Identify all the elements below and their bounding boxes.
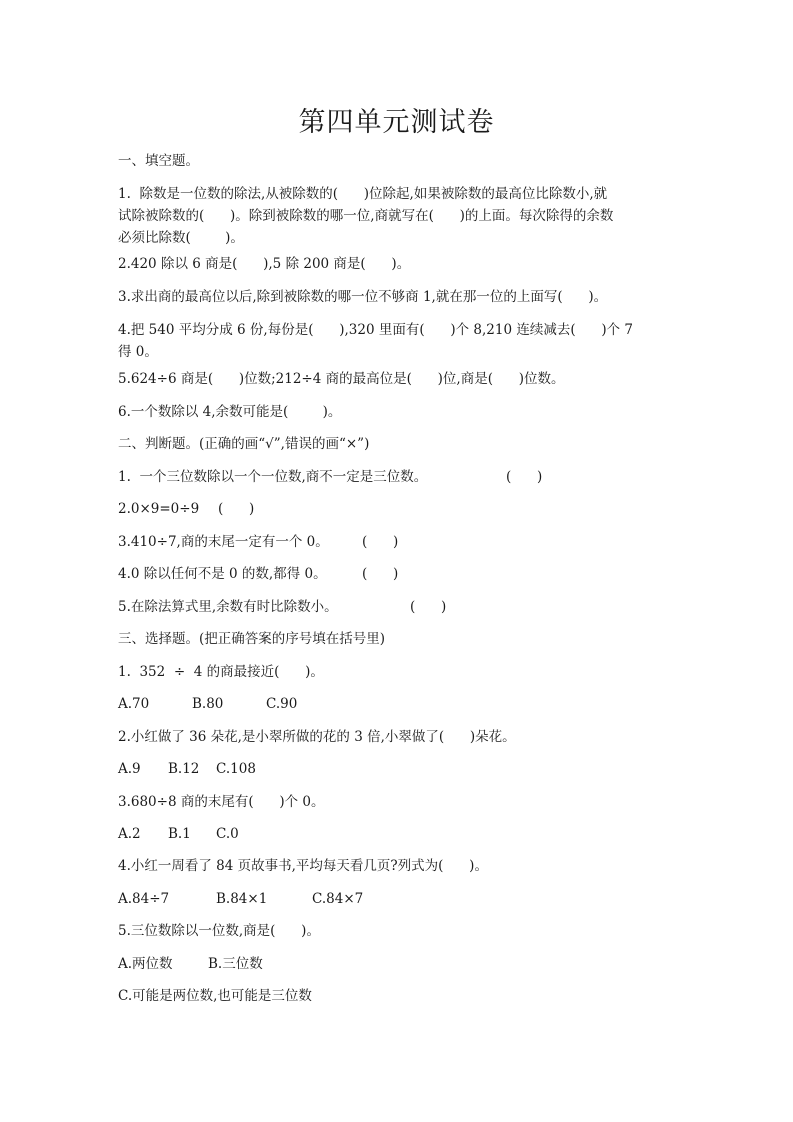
mc-question-5: 5.三位数除以一位数,商是( )。 <box>118 923 320 939</box>
tf-question-2: 2.0×9=0÷9 <box>118 501 200 517</box>
section-heading-multiple-choice: 三、选择题。(把正确答案的序号填在括号里) <box>118 631 386 647</box>
option-b: B.80 <box>192 696 224 712</box>
option-a: A.两位数 <box>118 956 173 972</box>
option-a: A.9 <box>118 761 141 777</box>
answer-bracket: ( ) <box>362 566 399 582</box>
option-c: C.90 <box>266 696 298 712</box>
answer-bracket: ( ) <box>506 469 543 485</box>
option-b: B.12 <box>168 761 200 777</box>
section-heading-true-false: 二、判断题。(正确的画“√”,错误的画“×”) <box>118 436 370 452</box>
answer-bracket: ( ) <box>410 599 447 615</box>
question-text-line: 1. 除数是一位数的除法,从被除数的( )位除起,如果被除数的最高位比除数小,就 <box>118 186 608 202</box>
mc-question-2: 2.小红做了 36 朵花,是小翠所做的花的 3 倍,小翠做了( )朵花。 <box>118 729 516 745</box>
question-1-4 <box>118 319 678 363</box>
page-title: 第四单元测试卷 <box>298 107 495 138</box>
tf-question-3: 3.410÷7,商的末尾一定有一个 0。 <box>118 534 329 550</box>
mc-question-3: 3.680÷8 商的末尾有( )个 0。 <box>118 794 325 810</box>
option-b: B.84×1 <box>216 891 268 907</box>
option-a: A.84÷7 <box>118 891 170 907</box>
question-text-line: 必须比除数( )。 <box>118 230 244 246</box>
tf-question-1: 1. 一个三位数除以一个一位数,商不一定是三位数。 <box>118 469 428 485</box>
option-c: C.0 <box>216 826 239 842</box>
question-text-line: 得 0。 <box>118 344 158 360</box>
option-b: B.1 <box>168 826 191 842</box>
tf-question-5: 5.在除法算式里,余数有时比除数小。 <box>118 599 338 615</box>
tf-question-4: 4.0 除以任何不是 0 的数,都得 0。 <box>118 566 327 582</box>
option-c: C.可能是两位数,也可能是三位数 <box>118 988 312 1004</box>
question-1-2: 2.420 除以 6 商是( ),5 除 200 商是( )。 <box>118 256 411 272</box>
question-text-line: 4.把 540 平均分成 6 份,每份是( ),320 里面有( )个 8,210 连续减去( )个 7 <box>118 322 633 338</box>
option-b: B.三位数 <box>208 956 263 972</box>
answer-bracket: ( ) <box>362 534 399 550</box>
option-a: A.2 <box>118 826 141 842</box>
question-1-6: 6.一个数除以 4,余数可能是( )。 <box>118 404 342 420</box>
section-heading-fill-blank: 一、填空题。 <box>118 153 199 169</box>
option-a: A.70 <box>118 696 150 712</box>
answer-bracket: ( ) <box>218 501 255 517</box>
option-c: C.84×7 <box>312 891 364 907</box>
mc-question-4: 4.小红一周看了 84 页故事书,平均每天看几页?列式为( )。 <box>118 858 488 874</box>
question-text-line: 试除被除数的( )。除到被除数的哪一位,商就写在( )的上面。每次除得的余数 <box>118 208 614 224</box>
question-1-5: 5.624÷6 商是( )位数;212÷4 商的最高位是( )位,商是( )位数。 <box>118 371 565 387</box>
mc-question-1: 1. 352 ÷ 4 的商最接近( )。 <box>118 664 324 680</box>
option-c: C.108 <box>216 761 256 777</box>
question-1-3: 3.求出商的最高位以后,除到被除数的哪一位不够商 1,就在那一位的上面写( )。 <box>118 289 608 305</box>
question-1-1 <box>118 183 678 249</box>
